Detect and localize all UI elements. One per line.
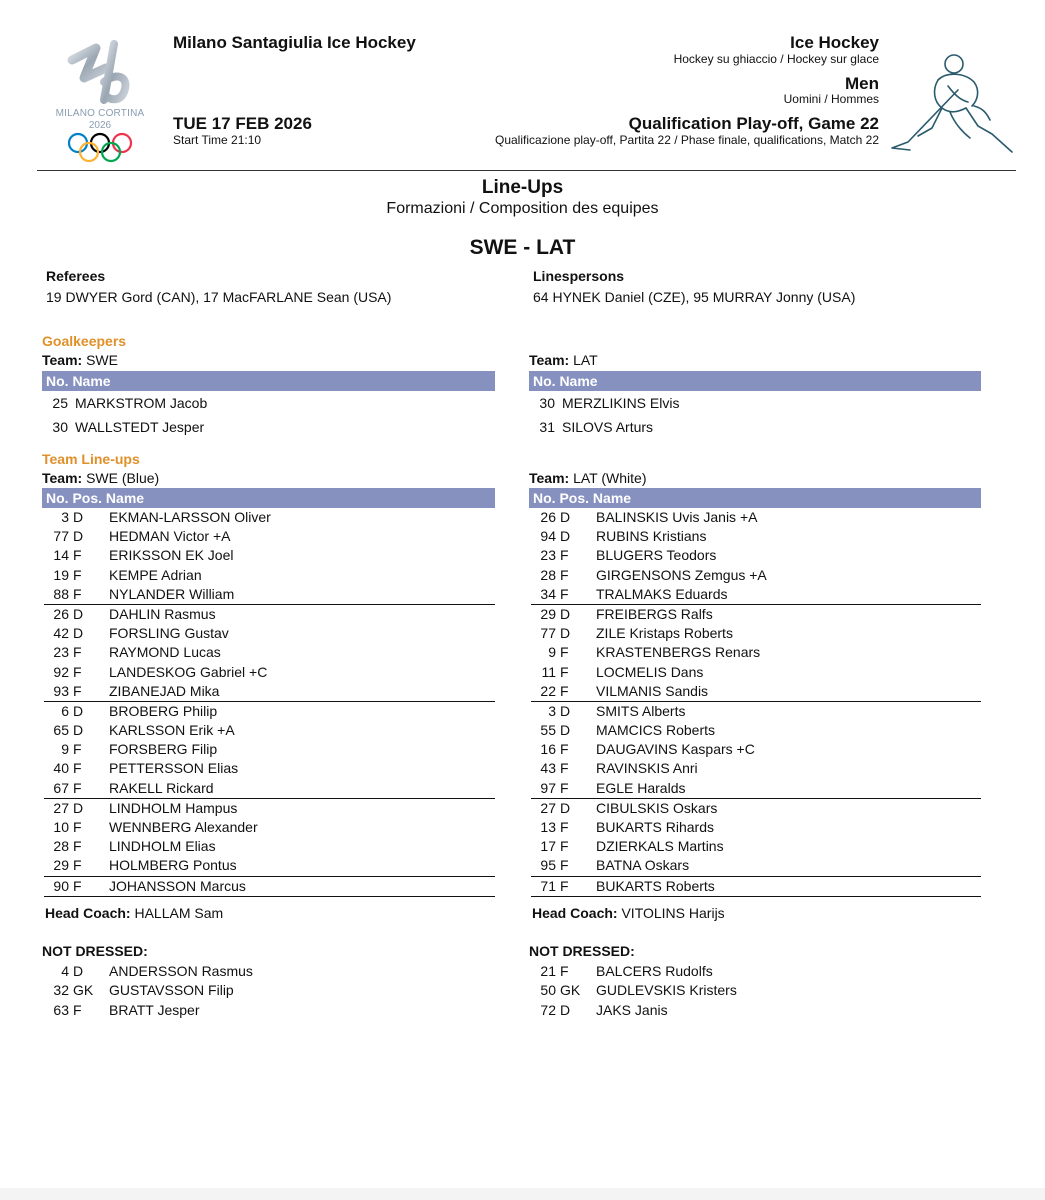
not-dressed-row	[44, 1001, 495, 1021]
player-number: 94	[540, 528, 556, 545]
home-lines	[42, 508, 495, 897]
player-position: D	[560, 799, 571, 816]
player-name: LINDHOLM Elias	[109, 838, 216, 855]
home-lineup-team: Team: SWE (Blue)	[42, 470, 160, 486]
player-number: 30	[52, 419, 68, 435]
player-number: 19	[53, 566, 69, 583]
player-position: F	[560, 962, 569, 979]
line-group	[531, 605, 981, 702]
home-not-dressed-label: NOT DRESSED:	[42, 942, 148, 959]
event-translation: Qualificazione play-off, Partita 22 / Phase finale, qualifications, Match 22	[495, 133, 879, 147]
player-position: GK	[73, 982, 94, 999]
player-position: F	[73, 566, 82, 583]
venue-name: Milano Santagiulia Ice Hockey	[173, 33, 416, 52]
away-lineup-team: Team: LAT (White)	[529, 470, 647, 486]
player-position: D	[73, 509, 84, 525]
player-number: 43	[540, 760, 556, 777]
player-number: 3	[61, 509, 69, 525]
player-position: F	[560, 877, 569, 894]
player-position: D	[73, 722, 84, 739]
not-dressed-row	[531, 962, 981, 982]
player-name: PETTERSSON Elias	[109, 760, 239, 777]
player-row	[531, 682, 981, 701]
player-row	[44, 663, 495, 682]
goalkeeper-row	[42, 415, 495, 439]
player-position: F	[73, 779, 82, 796]
player-name: ZILE Kristaps Roberts	[596, 625, 733, 642]
player-number: 34	[540, 585, 556, 602]
player-number: 21	[540, 962, 556, 979]
player-row	[531, 508, 981, 527]
home-goalkeepers	[42, 352, 495, 439]
player-number: 25	[52, 395, 68, 411]
player-number: 97	[540, 779, 556, 796]
player-row	[531, 740, 981, 759]
document-title: Line-Ups	[481, 177, 564, 198]
goalkeepers-heading: Goalkeepers	[42, 333, 127, 349]
player-number: 14	[53, 547, 69, 564]
line-group	[531, 508, 981, 605]
home-gk-team: Team: SWE	[42, 352, 118, 368]
player-position: F	[73, 1001, 82, 1018]
player-name: BRATT Jesper	[109, 1001, 200, 1018]
linespersons-label: Linespersons	[533, 268, 625, 284]
player-name: GUSTAVSSON Filip	[109, 982, 234, 999]
player-row	[44, 527, 495, 546]
player-position: D	[73, 605, 84, 622]
player-row	[44, 702, 495, 721]
player-position: F	[73, 682, 82, 699]
player-number: 23	[540, 547, 556, 564]
goalkeeper-row	[529, 415, 981, 439]
player-name: BUKARTS Rihards	[596, 819, 715, 835]
emblem-year: 2026	[88, 120, 112, 131]
player-row	[531, 799, 981, 818]
player-row	[44, 721, 495, 740]
player-number: 77	[540, 625, 556, 642]
line-group	[44, 508, 495, 605]
player-row	[44, 837, 495, 856]
player-name: ZIBANEJAD Mika	[109, 682, 220, 699]
home-lineup	[42, 470, 495, 1020]
player-number: 30	[539, 395, 555, 411]
away-lines	[529, 508, 981, 897]
player-name: SMITS Alberts	[596, 702, 686, 719]
document-subtitle: Formazioni / Composition des equipes	[386, 200, 659, 217]
player-name: LANDESKOG Gabriel +C	[109, 663, 268, 680]
player-name: FORSLING Gustav	[109, 625, 229, 642]
header-divider	[37, 170, 1016, 171]
player-name: EGLE Haralds	[596, 779, 686, 796]
player-number: 40	[53, 760, 69, 777]
player-number: 63	[53, 1001, 69, 1018]
away-lineup	[529, 470, 981, 1020]
player-position: F	[73, 857, 82, 874]
player-number: 92	[53, 663, 69, 680]
player-row	[44, 877, 495, 896]
gender-label: Men	[845, 74, 879, 93]
home-gk-rows	[42, 391, 495, 439]
player-number: 10	[53, 819, 69, 835]
line-group	[44, 799, 495, 877]
player-name: GIRGENSONS Zemgus +A	[596, 566, 767, 583]
player-row	[531, 779, 981, 798]
player-name: DAHLIN Rasmus	[109, 605, 216, 622]
gender-translation: Uomini / Hommes	[783, 92, 879, 106]
player-name: HOLMBERG Pontus	[109, 857, 237, 874]
player-row	[531, 643, 981, 662]
goalkeeper-row	[42, 391, 495, 415]
player-position: F	[560, 857, 569, 874]
line-group	[44, 605, 495, 702]
player-name: RAKELL Rickard	[109, 779, 214, 796]
player-row	[531, 759, 981, 778]
player-position: GK	[560, 982, 581, 999]
player-name: KEMPE Adrian	[109, 566, 202, 583]
line-group	[531, 702, 981, 799]
player-number: 88	[53, 585, 69, 602]
player-number: 13	[540, 819, 556, 835]
player-number: 42	[53, 625, 69, 642]
player-number: 23	[53, 644, 69, 661]
player-number: 77	[53, 528, 69, 545]
player-position: D	[73, 702, 84, 719]
player-position: F	[560, 644, 569, 661]
player-row	[531, 527, 981, 546]
player-row	[44, 779, 495, 798]
player-row	[531, 721, 981, 740]
sport-translation: Hockey su ghiaccio / Hockey sur glace	[673, 52, 879, 66]
player-row	[531, 663, 981, 682]
player-number: 71	[540, 877, 556, 894]
emblem-mark-icon	[44, 38, 156, 118]
goalkeeper-row	[529, 391, 981, 415]
line-group	[44, 702, 495, 799]
player-row	[44, 799, 495, 818]
player-name: KARLSSON Erik +A	[109, 722, 235, 739]
olympic-rings-icon	[66, 132, 134, 164]
line-group	[531, 799, 981, 877]
player-position: F	[560, 760, 569, 777]
player-name: ANDERSSON Rasmus	[109, 962, 253, 979]
player-number: 26	[53, 605, 69, 622]
player-number: 29	[53, 857, 69, 874]
player-row	[531, 702, 981, 721]
player-position: D	[560, 528, 571, 545]
player-number: 4	[61, 962, 69, 979]
milano-cortina-emblem	[44, 38, 156, 168]
player-row	[44, 624, 495, 643]
gk-table-header: No. Name	[42, 371, 495, 391]
player-number: 65	[53, 722, 69, 739]
player-row	[44, 566, 495, 585]
player-name: BATNA Oskars	[596, 857, 690, 874]
not-dressed-row	[44, 962, 495, 982]
player-name: LINDHOLM Hampus	[109, 799, 238, 816]
home-not-dressed-list	[42, 962, 495, 1021]
player-number: 31	[539, 419, 555, 435]
player-number: 16	[540, 741, 556, 758]
player-position: F	[560, 547, 569, 564]
ice-hockey-pictogram-icon	[888, 50, 1018, 158]
player-row	[44, 759, 495, 778]
player-position: D	[560, 509, 571, 525]
player-row	[44, 856, 495, 875]
player-name: KRASTENBERGS Renars	[596, 644, 761, 661]
sport-name: Ice Hockey	[790, 33, 879, 52]
player-position: D	[73, 962, 84, 979]
not-dressed-row	[44, 981, 495, 1001]
player-position: D	[73, 528, 84, 545]
away-not-dressed-list	[529, 962, 981, 1021]
player-name: DAUGAVINS Kaspars +C	[596, 741, 755, 758]
player-name: TRALMAKS Eduards	[596, 585, 728, 602]
player-row	[44, 546, 495, 565]
team-lineups-heading: Team Line-ups	[42, 451, 140, 467]
player-name: BALINSKIS Uvis Janis +A	[596, 509, 758, 525]
referees-list: 19 DWYER Gord (CAN), 17 MacFARLANE Sean (USA)	[46, 289, 392, 305]
player-name: RAYMOND Lucas	[109, 644, 221, 661]
player-position: D	[560, 605, 571, 622]
player-number: 27	[540, 799, 556, 816]
player-number: 28	[53, 838, 69, 855]
player-name: RAVINSKIS Anri	[596, 760, 698, 777]
match-date: TUE 17 FEB 2026	[173, 114, 312, 133]
player-position: F	[73, 877, 82, 894]
player-number: 67	[53, 779, 69, 796]
player-position: D	[73, 625, 84, 642]
player-row	[531, 856, 981, 875]
player-row	[531, 585, 981, 604]
lineup-table-header: No. Pos. Name	[529, 488, 981, 508]
player-row	[531, 605, 981, 624]
player-number: 17	[540, 838, 556, 855]
player-row	[531, 877, 981, 896]
player-number: 6	[61, 702, 69, 719]
player-row	[44, 682, 495, 701]
player-position: D	[560, 625, 571, 642]
gk-table-header: No. Name	[529, 371, 981, 391]
player-name: MERZLIKINS Elvis	[562, 395, 680, 411]
player-name: HEDMAN Victor +A	[109, 528, 231, 545]
player-number: 32	[53, 982, 69, 999]
player-name: NYLANDER William	[109, 585, 235, 602]
player-row	[44, 818, 495, 837]
player-position: F	[560, 566, 569, 583]
player-position: F	[73, 838, 82, 855]
player-position: F	[73, 547, 82, 564]
player-position: F	[73, 663, 82, 680]
player-name: DZIERKALS Martins	[596, 838, 724, 855]
player-number: 26	[540, 509, 556, 525]
not-dressed-row	[531, 981, 981, 1001]
player-position: F	[73, 760, 82, 777]
player-number: 72	[540, 1001, 556, 1018]
player-name: WALLSTEDT Jesper	[75, 419, 205, 435]
player-position: F	[73, 644, 82, 661]
player-row	[531, 837, 981, 856]
player-row	[44, 605, 495, 624]
away-gk-rows	[529, 391, 981, 439]
player-position: F	[560, 585, 569, 602]
line-group	[44, 877, 495, 897]
player-name: BALCERS Rudolfs	[596, 962, 713, 979]
referees-label: Referees	[46, 268, 106, 284]
match-teams: SWE - LAT	[469, 236, 576, 259]
player-number: 3	[548, 702, 556, 719]
player-position: F	[73, 585, 82, 602]
player-position: D	[560, 722, 571, 739]
player-number: 93	[53, 682, 69, 699]
not-dressed-row	[531, 1001, 981, 1021]
away-gk-team: Team: LAT	[529, 352, 598, 368]
player-name: LOCMELIS Dans	[596, 663, 704, 680]
player-name: BROBERG Philip	[109, 702, 218, 719]
player-name: ERIKSSON EK Joel	[109, 547, 234, 564]
away-not-dressed-label: NOT DRESSED:	[529, 942, 635, 959]
player-number: 27	[53, 799, 69, 816]
player-name: MARKSTROM Jacob	[75, 395, 208, 411]
player-row	[44, 585, 495, 604]
player-number: 90	[53, 877, 69, 894]
player-row	[44, 643, 495, 662]
player-name: FREIBERGS Ralfs	[596, 605, 713, 622]
player-name: BUKARTS Roberts	[596, 877, 715, 894]
player-row	[531, 566, 981, 585]
player-row	[44, 740, 495, 759]
player-number: 55	[540, 722, 556, 739]
player-name: MAMCICS Roberts	[596, 722, 716, 739]
player-position: D	[560, 1001, 571, 1018]
player-position: F	[560, 838, 569, 855]
player-name: JAKS Janis	[596, 1001, 668, 1018]
player-name: WENNBERG Alexander	[109, 819, 258, 835]
player-position: F	[560, 779, 569, 796]
player-name: GUDLEVSKIS Kristers	[596, 982, 737, 999]
player-number: 9	[61, 741, 69, 758]
linespersons-list: 64 HYNEK Daniel (CZE), 95 MURRAY Jonny (USA)	[533, 289, 856, 305]
start-time: Start Time 21:10	[173, 133, 262, 147]
player-position: F	[560, 663, 569, 680]
event-name: Qualification Play-off, Game 22	[628, 114, 879, 133]
player-number: 50	[540, 982, 556, 999]
player-row	[531, 546, 981, 565]
away-goalkeepers	[529, 352, 981, 439]
player-position: F	[73, 741, 82, 758]
player-name: FORSBERG Filip	[109, 741, 218, 758]
player-name: RUBINS Kristians	[596, 528, 707, 545]
player-number: 29	[540, 605, 556, 622]
player-position: D	[73, 799, 84, 816]
home-head-coach: Head Coach: HALLAM Sam	[45, 904, 224, 921]
player-number: 28	[540, 566, 556, 583]
player-position: F	[560, 819, 569, 835]
player-number: 22	[540, 682, 556, 699]
away-head-coach: Head Coach: VITOLINS Harijs	[532, 904, 725, 921]
player-row	[531, 818, 981, 837]
player-number: 11	[541, 663, 556, 680]
player-name: CIBULSKIS Oskars	[596, 799, 718, 816]
emblem-text: MILANO CORTINA	[55, 108, 145, 119]
player-row	[44, 508, 495, 527]
player-position: D	[560, 702, 571, 719]
player-number: 95	[540, 857, 556, 874]
page-footer-band	[0, 1188, 1045, 1200]
player-number: 9	[548, 644, 556, 661]
player-name: EKMAN-LARSSON Oliver	[109, 509, 271, 525]
player-name: BLUGERS Teodors	[596, 547, 717, 564]
player-row	[531, 624, 981, 643]
line-group	[531, 877, 981, 897]
player-position: F	[73, 819, 82, 835]
lineup-table-header: No. Pos. Name	[42, 488, 495, 508]
player-position: F	[560, 741, 569, 758]
player-name: JOHANSSON Marcus	[109, 877, 246, 894]
player-position: F	[560, 682, 569, 699]
player-name: VILMANIS Sandis	[596, 682, 709, 699]
player-name: SILOVS Arturs	[562, 419, 654, 435]
